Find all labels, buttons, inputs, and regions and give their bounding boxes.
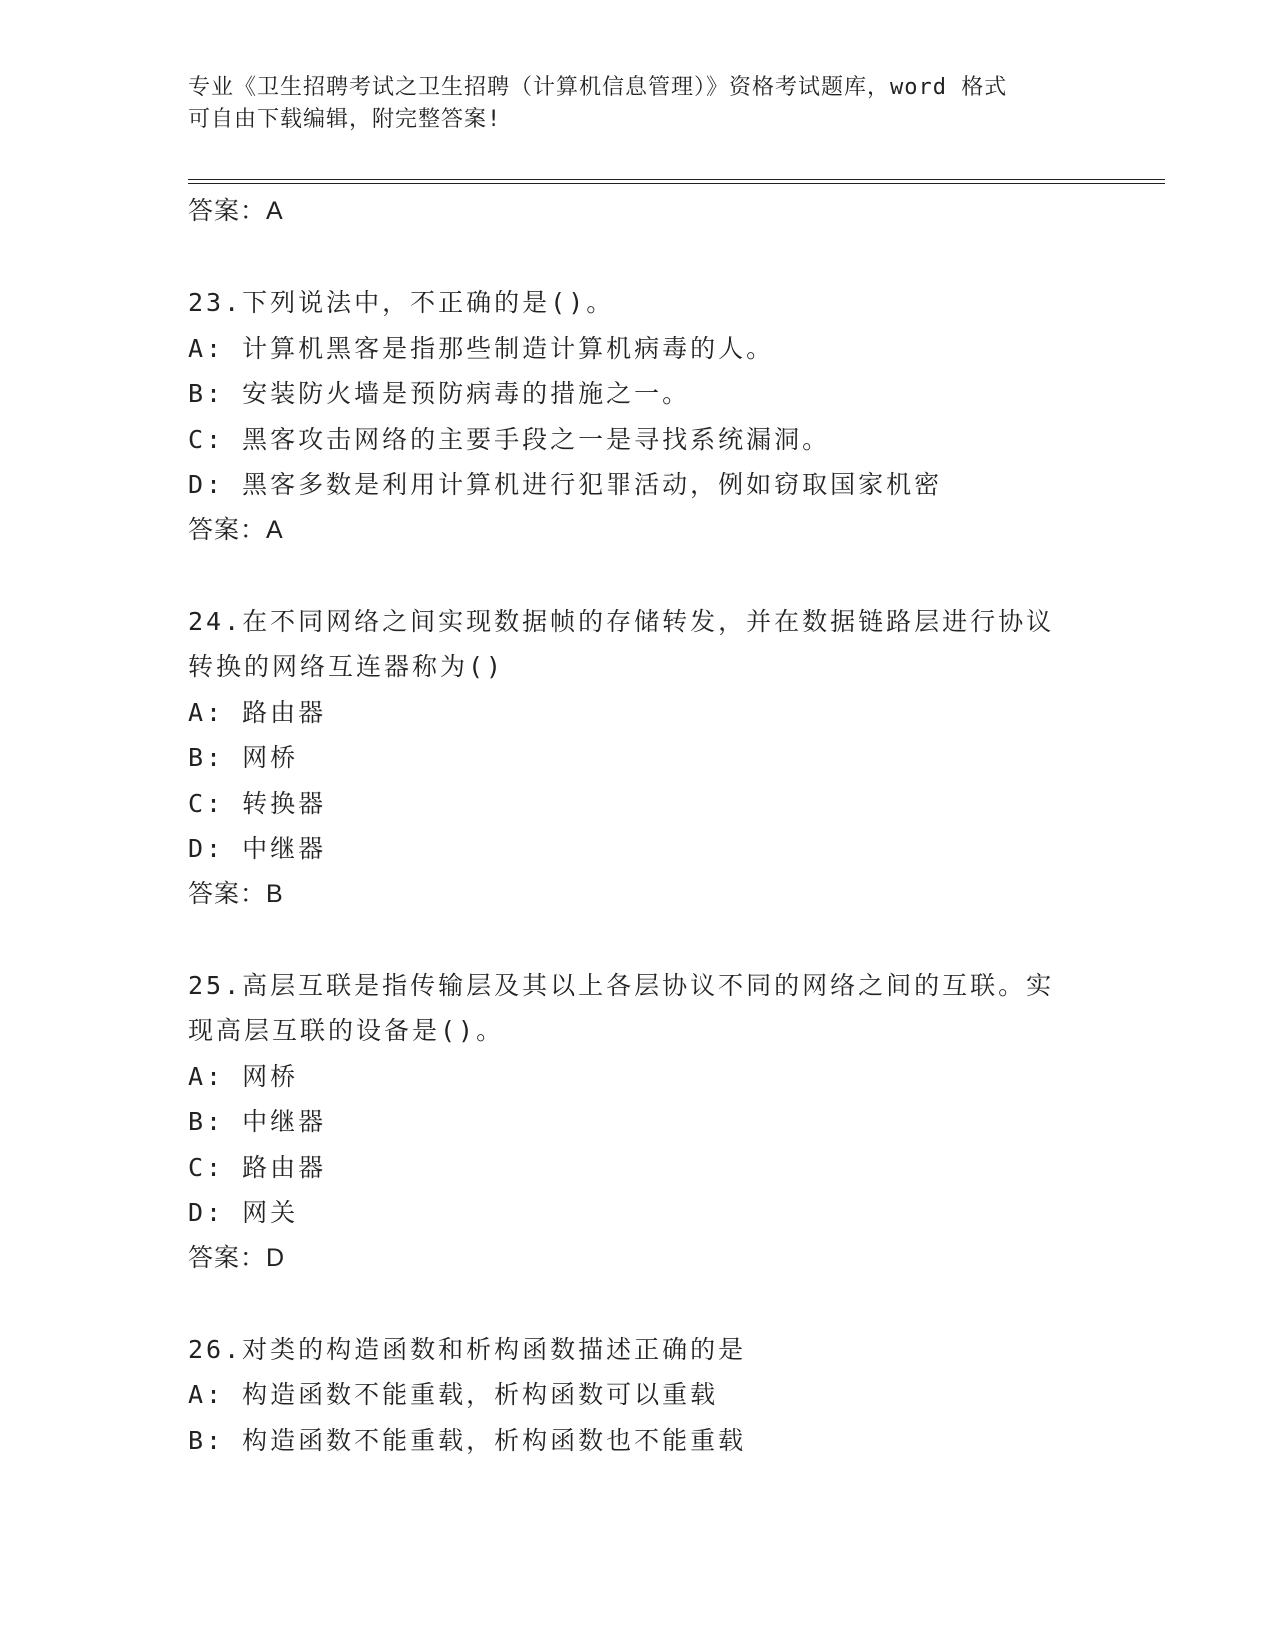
question-stem: 23.下列说法中，不正确的是()。 <box>188 288 615 317</box>
question-stem-continued: 转换的网络互连器称为() <box>188 652 505 681</box>
header-rule-top <box>188 179 1165 180</box>
header-rule-bottom <box>188 183 1165 184</box>
spacer <box>188 553 1088 599</box>
question-stem: 24.在不同网络之间实现数据帧的存储转发，并在数据链路层进行协议 <box>188 606 1055 636</box>
spacer <box>188 917 1088 963</box>
header-line-1: 专业《卫生招聘考试之卫生招聘（计算机信息管理）》资格考试题库，word 格式 <box>188 75 1008 100</box>
document-header <box>188 72 1088 136</box>
option-b: B: 构造函数不能重载，析构函数也不能重载 <box>188 1425 747 1455</box>
spacer <box>188 235 1088 281</box>
question-stem: 26.对类的构造函数和析构函数描述正确的是 <box>188 1334 747 1364</box>
option-b: B: 安装防火墙是预防病毒的措施之一。 <box>188 379 691 408</box>
answer-line: 答案：A <box>188 515 284 544</box>
option-c: C: 黑客攻击网络的主要手段之一是寻找系统漏洞。 <box>188 424 831 454</box>
question-list <box>188 189 1088 1463</box>
option-d: D: 网关 <box>188 1198 299 1227</box>
option-a: A: 计算机黑客是指那些制造计算机病毒的人。 <box>188 333 775 363</box>
answer-line: 答案：A <box>188 197 284 225</box>
question-block <box>188 599 1088 918</box>
question-block <box>188 963 1088 1282</box>
answer-line: 答案：B <box>188 879 284 908</box>
question-block <box>188 280 1088 553</box>
spacer <box>188 1281 1088 1327</box>
option-c: C: 转换器 <box>188 788 327 818</box>
option-b: B: 网桥 <box>188 743 299 772</box>
question-block <box>188 1327 1088 1464</box>
question-stem-continued: 现高层互联的设备是()。 <box>188 1016 505 1045</box>
option-a: A: 网桥 <box>188 1061 299 1091</box>
option-a: A: 构造函数不能重载，析构函数可以重载 <box>188 1380 719 1409</box>
question-stem: 25.高层互联是指传输层及其以上各层协议不同的网络之间的互联。实 <box>188 970 1055 1000</box>
answer-line: 答案：D <box>188 1243 286 1272</box>
option-c: C: 路由器 <box>188 1152 327 1182</box>
option-a: A: 路由器 <box>188 697 327 727</box>
header-line-2: 可自由下载编辑，附完整答案! <box>188 107 502 132</box>
option-d: D: 黑客多数是利用计算机进行犯罪活动，例如窃取国家机密 <box>188 470 943 499</box>
option-b: B: 中继器 <box>188 1107 327 1136</box>
option-d: D: 中继器 <box>188 834 327 863</box>
